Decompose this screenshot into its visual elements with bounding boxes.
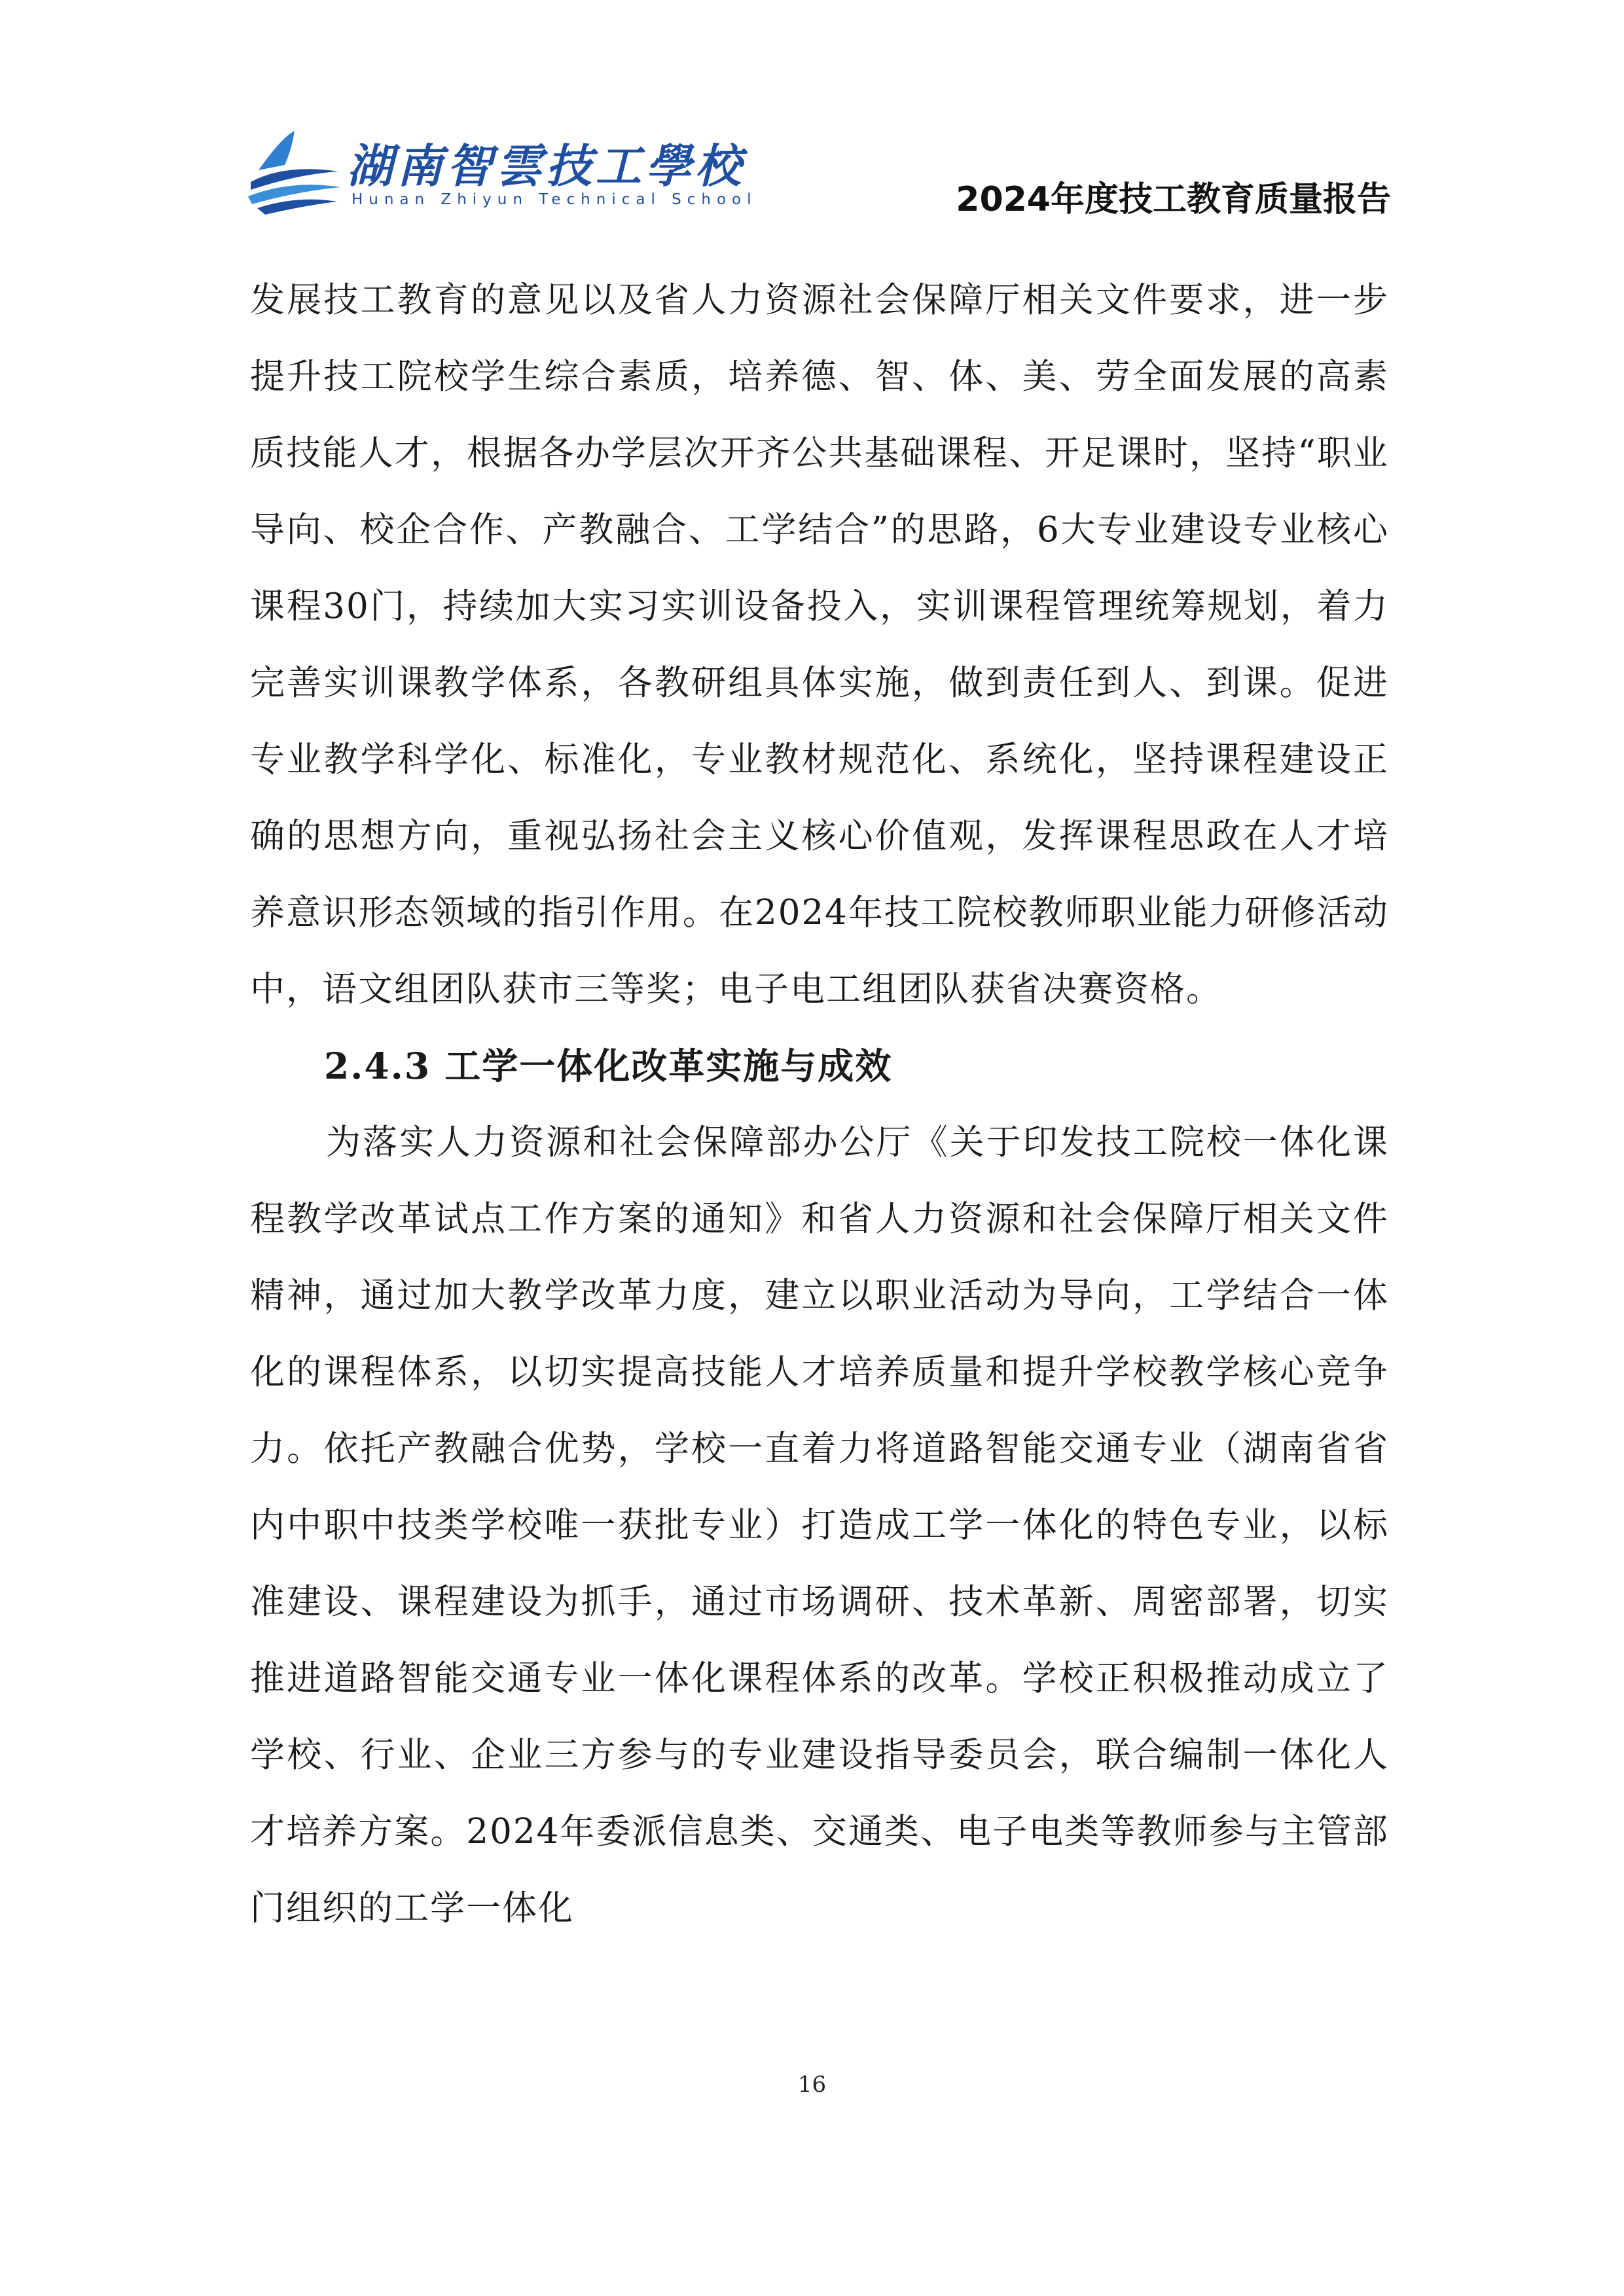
waves-logo-icon <box>245 124 344 216</box>
report-title: 2024年度技工教育质量报告 <box>956 180 1391 219</box>
body-paragraph-1: 发展技工教育的意见以及省人力资源社会保障厅相关文件要求，进一步提升技工院校学生综合素质，培养德、智、体、美、劳全面发展的高素质技能人才，根据各办学层次开齐公共基础课程、开足课时，坚持“职业导向、校企合作、产教融合、工学结合”的思路，6大专业建设专业核心课程30门，持续加大实习实训设备投入，实训课程管理统筹规划，着力完善实训课教学体系，各教研组具体实施，做到责任到人、到课。促进专业教学科学化、标准化，专业教材规范化、系统化，坚持课程建设正确的思想方向，重视弘扬社会主义核心价值观，发挥课程思政在人才培养意识形态领域的指引作用。在2024年技工院校教师职业能力研修活动中，语文组团队获市三等奖；电子电工组团队获省决赛资格。 <box>250 280 1389 1009</box>
page-header <box>245 124 1391 223</box>
body-paragraph-2: 为落实人力资源和社会保障部办公厅《关于印发技工院校一体化课程教学改革试点工作方案的通知》和省人力资源和社会保障厅相关文件精神，通过加大教学改革力度，建立以职业活动为导向，工学结合一体化的课程体系，以切实提高技能人才培养质量和提升学校教学核心竞争力。依托产教融合优势，学校一直着力将道路智能交通专业（湖南省省内中职中技类学校唯一获批专业）打造成工学一体化的特色专业，以标准建设、课程建设为抓手，通过市场调研、技术革新、周密部署，切实推进道路智能交通专业一体化课程体系的改革。学校正积极推动成立了学校、行业、企业三方参与的专业建设指导委员会，联合编制一体化人才培养方案。2024年委派信息类、交通类、电子电类等教师参与主管部门组织的工学一体化 <box>250 1122 1389 1928</box>
page-number: 16 <box>797 2072 827 2098</box>
school-name-cn: 湖南智雲技工學校 <box>347 139 745 193</box>
school-logo <box>245 124 769 223</box>
page-body <box>250 262 1389 1946</box>
school-name-en: Hunan Zhiyun Technical School <box>352 191 757 208</box>
section-heading: 2.4.3 工学一体化改革实施与成效 <box>324 1045 893 1087</box>
